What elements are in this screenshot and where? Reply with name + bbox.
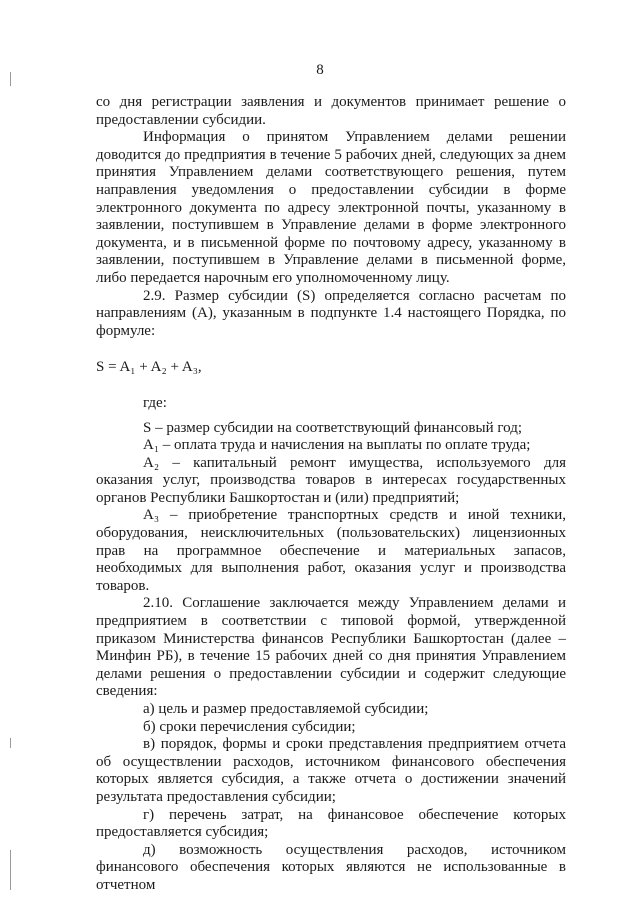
paragraph: S – размер субсидии на соответствующий финансовый год; [143,419,523,436]
list-item: б) сроки перечисления субсидии; [143,718,356,735]
list-item: а) цель и размер предоставляемой субсидии; [143,701,429,717]
document-body [96,94,566,895]
paragraph: A₁ – оплата труда и начисления на выплаты по оплате труда; [143,437,531,454]
scan-edge-mark [10,738,11,748]
list-item: г) перечень затрат, на финансовое обеспечение которых предоставляется субсидия; [96,806,566,841]
paragraph: 2.9. Размер субсидии (S) определяется согласно расчетам по направлениям (А), указанным в подпункте 1.4 настоящего Порядка, по формуле: [96,287,566,339]
scan-edge-mark [10,850,11,890]
list-item: в) порядок, формы и сроки представления предприятием отчета об осуществлении расходов, источником финансового обеспечения которых является субсидия, а также отчета о достижении значений результата предоставления субсидии; [96,736,566,805]
paragraph: где: [143,394,167,411]
paragraph: Информация о принятом Управлением делами решении доводится до предприятия в течение 5 рабочих дней, следующих за днем принятия Управлением делами соответствующего решения, путем направления уведомления о предоставлении субсидии в форме электронного документа по адресу электронной почты, указанному в заявлении, поступившем в Управление делами в форме электронного документа, и в письменной форме по почтовому адресу, указанному в заявлении, поступившем в Управление делами в письменной форме, либо передается нарочным его уполномоченному лицу. [96,129,566,286]
page-number: 8 [316,62,324,78]
paragraph: A₂ – капитальный ремонт имущества, используемого для оказания услуг, производства товаров в интересах государственных органов Республики Башкортостан и (или) предприятий; [96,454,566,506]
paragraph: A₃ – приобретение транспортных средств и иной техники, оборудования, неисключительных (пользовательских) лицензионных прав на программное обеспечение и материальных запасов, необходимых для выполнения работ, оказания услуг и производства товаров. [96,507,566,594]
paragraph: 2.10. Соглашение заключается между Управлением делами и предприятием в соответствии с типовой формой, утвержденной приказом Министерства финансов Республики Башкортостан (далее – Минфин РБ), в течение 15 рабочих дней со дня принятия Управлением делами решения о предоставлении субсидии и содержит следующие сведения: [96,595,566,700]
scan-edge-mark [10,72,11,86]
list-item: д) возможность осуществления расходов, источником финансового обеспечения которых являются не использованные в отчетном [96,841,566,893]
formula: S = A₁ + A₂ + A₃, [96,359,202,376]
paragraph: со дня регистрации заявления и документов принимает решение о предоставлении субсидии. [96,94,566,128]
